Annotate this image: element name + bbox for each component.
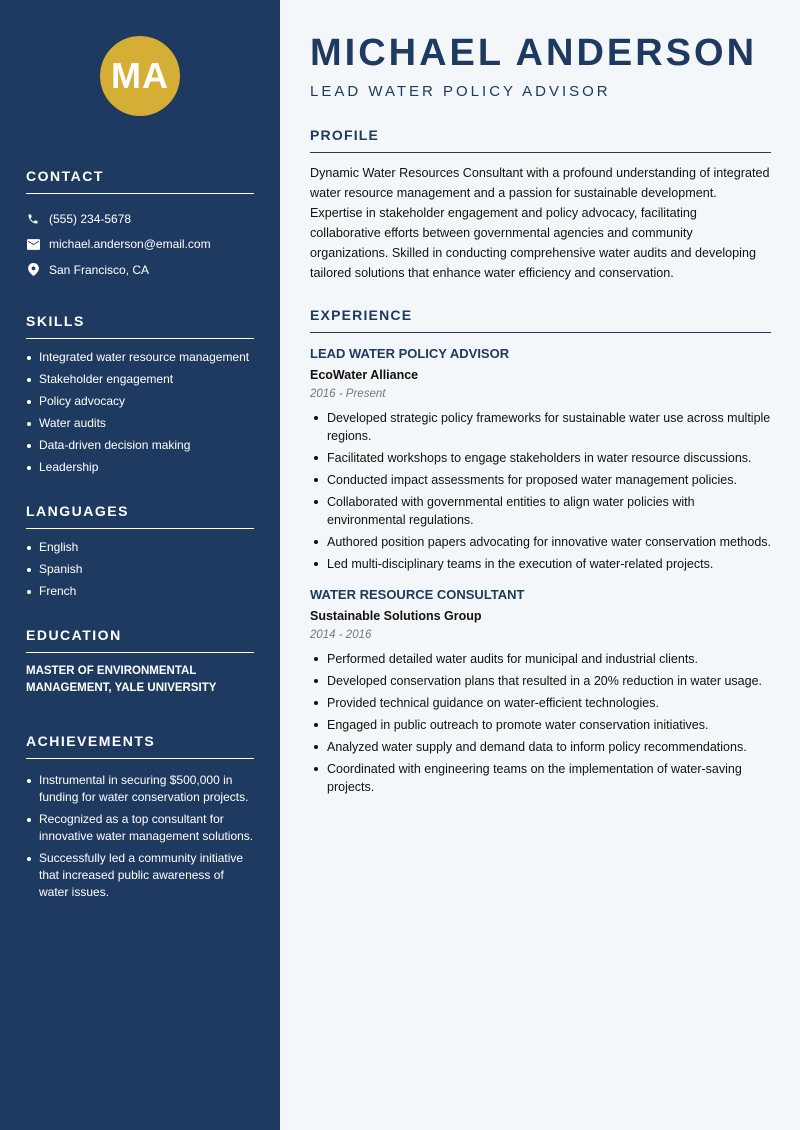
location-text: San Francisco, CA xyxy=(49,262,150,277)
profile-section xyxy=(310,127,771,283)
list-item: Successfully led a community initiative that increased public awareness of water issues. xyxy=(26,850,254,901)
list-item: Spanish xyxy=(26,561,254,578)
contact-phone xyxy=(26,206,254,232)
contact-heading: CONTACT xyxy=(26,168,254,194)
list-item: French xyxy=(26,583,254,600)
candidate-name: MICHAEL ANDERSON xyxy=(310,32,758,74)
location-pin-icon xyxy=(26,263,40,277)
list-item: Analyzed water supply and demand data to inform policy recommendations. xyxy=(310,738,771,756)
list-item: Developed conservation plans that resulted in a 20% reduction in water usage. xyxy=(310,672,771,690)
list-item: Leadership xyxy=(26,459,254,476)
email-text: michael.anderson@email.com xyxy=(49,237,211,252)
languages-section xyxy=(26,503,254,600)
avatar xyxy=(100,36,180,116)
job-company: Sustainable Solutions Group xyxy=(310,609,482,623)
skills-list xyxy=(26,349,254,476)
achievements-heading: ACHIEVEMENTS xyxy=(26,733,254,759)
contact-location xyxy=(26,257,254,283)
avatar-initials: MA xyxy=(111,55,169,96)
contact-list xyxy=(26,206,254,283)
list-item: Integrated water resource management xyxy=(26,349,254,366)
education-section xyxy=(26,627,254,697)
experience-section xyxy=(310,307,771,796)
list-item: Conducted impact assessments for proposed water management policies. xyxy=(310,471,771,489)
list-item: Data-driven decision making xyxy=(26,437,254,454)
phone-text: (555) 234-5678 xyxy=(49,211,132,226)
candidate-title: LEAD WATER POLICY ADVISOR xyxy=(310,83,611,100)
job-bullets xyxy=(310,409,771,573)
job-company: EcoWater Alliance xyxy=(310,368,419,382)
list-item: Coordinated with engineering teams on the implementation of water-saving projects. xyxy=(310,760,771,796)
contact-email xyxy=(26,232,254,258)
job-entry xyxy=(310,587,771,796)
list-item: Developed strategic policy frameworks for sustainable water use across multiple regions. xyxy=(310,409,771,445)
mail-icon xyxy=(26,237,40,251)
list-item: Stakeholder engagement xyxy=(26,371,254,388)
languages-heading: LANGUAGES xyxy=(26,503,254,529)
job-dates: 2014 - 2016 xyxy=(310,629,372,641)
list-item: Recognized as a top consultant for innovative water management solutions. xyxy=(26,811,254,845)
list-item: Collaborated with governmental entities to align water policies with environmental regulations. xyxy=(310,493,771,529)
phone-icon xyxy=(26,212,40,226)
skills-heading: SKILLS xyxy=(26,313,254,339)
languages-list xyxy=(26,539,254,600)
list-item: Led multi-disciplinary teams in the execution of water-related projects. xyxy=(310,555,771,573)
job-entry xyxy=(310,346,771,573)
list-item: Provided technical guidance on water-efficient technologies. xyxy=(310,694,771,712)
list-item: Authored position papers advocating for innovative water conservation methods. xyxy=(310,533,771,551)
education-heading: EDUCATION xyxy=(26,627,254,653)
list-item: Engaged in public outreach to promote water conservation initiatives. xyxy=(310,716,771,734)
job-bullets xyxy=(310,650,771,796)
list-item: Water audits xyxy=(26,415,254,432)
list-item: Policy advocacy xyxy=(26,393,254,410)
job-role: WATER RESOURCE CONSULTANT xyxy=(310,587,525,602)
job-dates: 2016 - Present xyxy=(310,388,386,400)
achievements-list xyxy=(26,772,254,901)
job-role: LEAD WATER POLICY ADVISOR xyxy=(310,346,510,361)
sidebar xyxy=(0,0,280,1130)
list-item: English xyxy=(26,539,254,556)
skills-section xyxy=(26,313,254,476)
list-item: Performed detailed water audits for municipal and industrial clients. xyxy=(310,650,771,668)
list-item: Facilitated workshops to engage stakeholders in water resource discussions. xyxy=(310,449,771,467)
achievements-section xyxy=(26,733,254,901)
profile-text: Dynamic Water Resources Consultant with a profound understanding of integrated water resource management and a passion for sustainable development. Expertise in stakeholder engagement and policy advocacy, facilitating collaborative efforts between governmental agencies and community organizations. Skilled in conducting comprehensive water audits and developing tailored solutions that enhance water efficiency and conservation. xyxy=(310,166,770,280)
main-content xyxy=(280,0,800,1130)
contact-section xyxy=(26,168,254,283)
education-degree: MASTER OF ENVIRONMENTAL MANAGEMENT, YALE UNIVERSITY xyxy=(26,664,217,694)
profile-heading: PROFILE xyxy=(310,127,771,153)
experience-heading: EXPERIENCE xyxy=(310,307,771,333)
list-item: Instrumental in securing $500,000 in funding for water conservation projects. xyxy=(26,772,254,806)
